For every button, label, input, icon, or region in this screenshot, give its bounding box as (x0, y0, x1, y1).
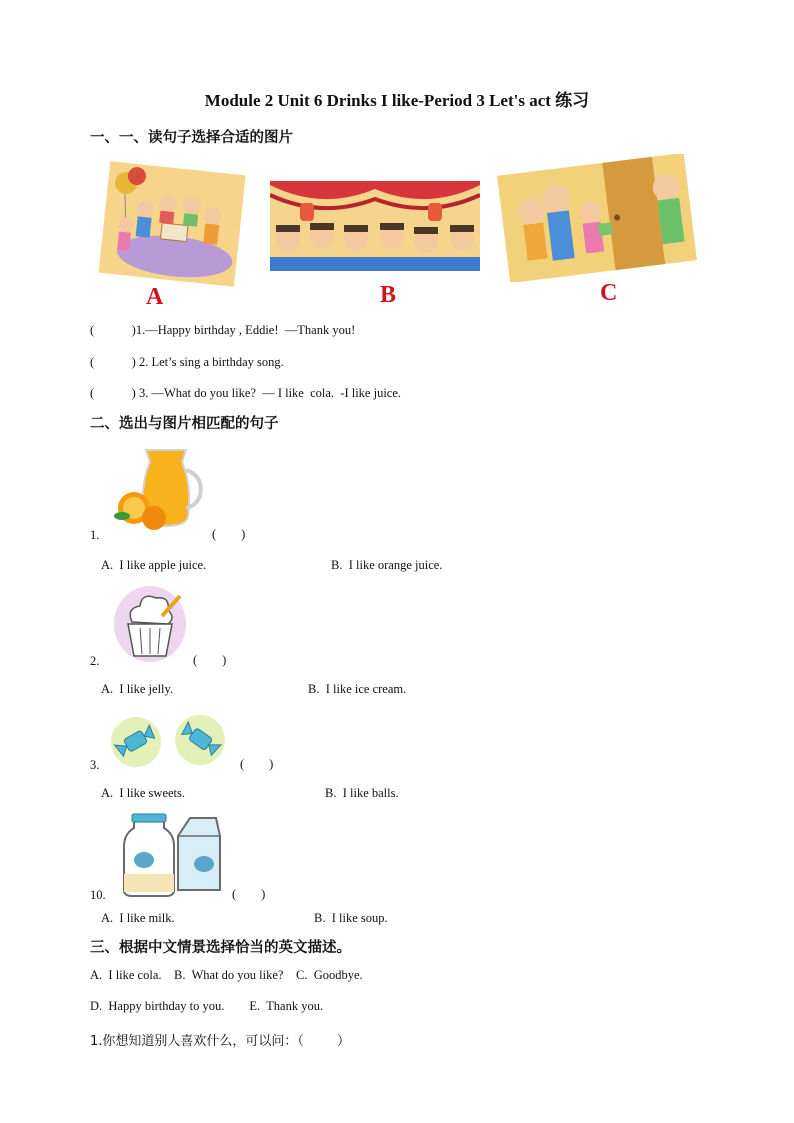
item-2-3-option-b: B. I like balls. (325, 786, 399, 800)
item-2-1-option-b: B. I like orange juice. (331, 558, 443, 572)
answer-paren: ( ) (90, 355, 136, 369)
item-2-2-option-b: B. I like ice cream. (308, 682, 407, 696)
item-2-10-option-a: A. I like milk. (101, 911, 175, 925)
ice-cream-picture (112, 584, 190, 664)
item-2-1-option-a: A. I like apple juice. (101, 558, 207, 572)
item-2-3-number: 3. (90, 758, 100, 772)
milk-picture (120, 812, 224, 898)
picture-a-letter: A (146, 284, 164, 310)
question-1-1 (90, 323, 355, 338)
section3-heading: 三、根据中文情景选择恰当的英文描述。 (90, 940, 351, 956)
section3-question-1: 1.你想知道别人喜欢什么，可以问：（ ） (90, 1034, 350, 1049)
item-2-3-paren: ( ) (240, 757, 274, 771)
orange-juice-picture (112, 446, 208, 530)
answer-paren: ( ) (90, 386, 136, 400)
question-1-2 (90, 355, 284, 370)
item-2-10-number: 10. (90, 888, 106, 902)
item-2-2-number: 2. (90, 654, 100, 668)
question-text: 1.—Happy birthday , Eddie! —Thank you! (135, 323, 356, 337)
answer-paren: ( ) (90, 323, 136, 337)
picture-b-letter: B (380, 282, 397, 308)
item-2-3-option-a: A. I like sweets. (101, 786, 186, 800)
section2-heading: 二、选出与图片相匹配的句子 (90, 416, 279, 432)
item-2-10-paren: ( ) (232, 887, 266, 901)
item-2-2-paren: ( ) (193, 653, 227, 667)
question-1-3 (90, 386, 401, 401)
item-2-10-option-b: B. I like soup. (314, 911, 388, 925)
section3-options-line2: D. Happy birthday to you. E. Thank you. (90, 999, 324, 1013)
item-2-1-paren: ( ) (212, 527, 246, 541)
item-2-2-option-a: A. I like jelly. (101, 682, 174, 696)
section3-options-line1: A. I like cola. B. What do you like? C. Goodbye. (90, 968, 363, 982)
question-text: 3. —What do you like? — I like cola. -I like juice. (135, 386, 402, 400)
picture-c-gift-at-door (497, 154, 697, 282)
picture-b-singing-children (270, 181, 480, 271)
question-text: 2. Let’s sing a birthday song. (135, 355, 284, 369)
picture-a-birthday-party (96, 160, 248, 290)
page-title: Module 2 Unit 6 Drinks I like-Period 3 Let's act 练习 (204, 91, 590, 110)
picture-c-letter: C (600, 280, 618, 306)
sweets-picture (110, 712, 230, 770)
section1-heading: 一、一、读句子选择合适的图片 (90, 130, 293, 146)
item-2-1-number: 1. (90, 528, 100, 542)
